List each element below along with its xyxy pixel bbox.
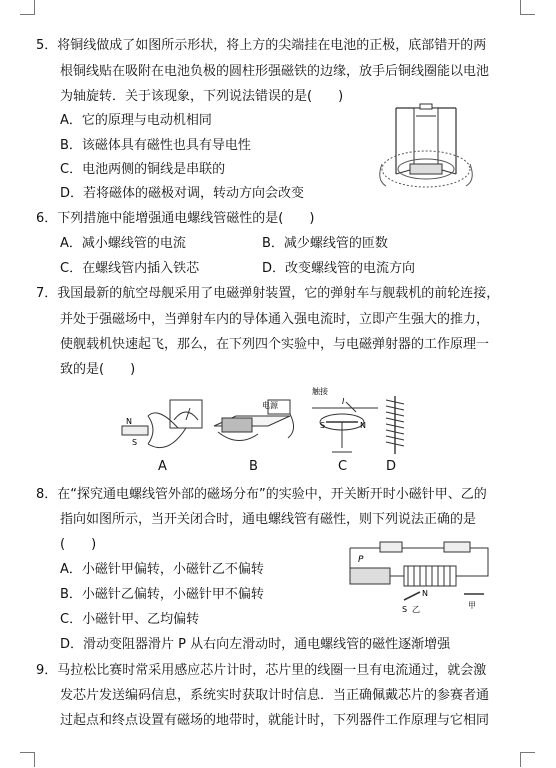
q7-label-d: D xyxy=(386,459,397,474)
crop-mark-top-right xyxy=(520,0,535,15)
crop-mark-bottom-left xyxy=(20,752,35,767)
q7-label-a: A xyxy=(158,459,167,474)
q8-figure-solenoid-circuit xyxy=(344,538,494,616)
q9-stem-line-1: 9．马拉松比赛时常采用感应芯片计时，芯片里的线圈一旦有电流通过，就会激 xyxy=(36,663,487,678)
q6-option-b: B．减少螺线管的匝数 xyxy=(262,236,388,251)
q7-figure-d xyxy=(380,392,410,458)
q8-option-b: B．小磁针乙偏转，小磁针甲不偏转 xyxy=(60,587,264,602)
q8-stem-line-1: 8．在“探究通电螺线管外部的磁场分布”的实验中，开关断开时小磁针甲、乙的 xyxy=(36,487,487,502)
q7-c-current-label: I xyxy=(342,397,345,406)
q8-option-d: D．滑动变阻器滑片 P 从右向左滑动时，通电螺线管的磁性逐渐增强 xyxy=(60,637,451,652)
q7-stem-line-1: 7．我国最新的航空母舰采用了电磁弹射装置，它的弹射车与舰载机的前轮连接， xyxy=(36,286,500,301)
q8-stem-line-2: 指向如图所示，当开关闭合时，通电螺线管有磁性，则下列说法正确的是 xyxy=(60,512,477,527)
q5-option-d: D．若将磁体的磁极对调，转动方向会改变 xyxy=(60,186,305,201)
q8-needle-yi-label: 乙 xyxy=(412,605,420,614)
q9-stem-line-3: 过起点和终点设置有磁场的地带时，就能计时，下列器件工作原理与它相同 xyxy=(60,713,490,728)
q7-a-pole-s: S xyxy=(132,438,138,447)
q7-stem-line-2: 并处于强磁场中，当弹射车内的导体通入强电流时，立即产生强大的推力， xyxy=(60,312,490,327)
q7-label-c: C xyxy=(338,459,348,474)
q8-option-a: A．小磁针甲偏转，小磁针乙不偏转 xyxy=(60,562,264,577)
q8-needle-yi-s: S xyxy=(402,605,408,614)
q5-stem-line-3: 为轴旋转．关于该现象，下列说法错误的是( ) xyxy=(60,89,344,104)
q9-stem-line-2: 发芯片发送编码信息，系统实时获取计时信息．当正确佩戴芯片的参赛者通 xyxy=(60,688,490,703)
q7-stem-line-3: 使舰载机快速起飞，那么，在下列四个实验中，与电磁弹射器的工作原理一 xyxy=(60,337,490,352)
q7-b-source-label: 电源 xyxy=(262,401,278,410)
q5-option-c: C．电池两侧的铜线是串联的 xyxy=(60,162,226,177)
q6-option-d: D．改变螺线管的电流方向 xyxy=(262,261,416,276)
q8-needle-yi-n: N xyxy=(422,589,428,598)
q7-figure-b xyxy=(208,396,302,458)
q8-stem-line-3: ( ) xyxy=(60,537,97,552)
q5-option-a: A．它的原理与电动机相同 xyxy=(60,113,212,128)
q5-figure-battery-copper-wire xyxy=(376,104,480,190)
q6-option-a: A．减小螺线管的电流 xyxy=(60,236,186,251)
crop-mark-top-left xyxy=(20,0,35,15)
q7-figure-c xyxy=(306,384,384,458)
q5-stem-line-2: 根铜线贴在吸附在电池负极的圆柱形强磁铁的边缘，放手后铜线圈能以电池 xyxy=(60,64,490,79)
crop-mark-bottom-right xyxy=(520,752,535,767)
q7-figure-a xyxy=(118,396,210,458)
q7-c-pole-s: S xyxy=(320,421,326,430)
q8-needle-jia-label: 甲 xyxy=(468,601,476,610)
q5-stem-line-1: 5．将铜线做成了如图所示形状，将上方的尖端挂在电池的正极，底部错开的两 xyxy=(36,38,487,53)
q7-stem-line-4: 致的是( ) xyxy=(60,362,136,377)
q6-option-c: C．在螺线管内插入铁芯 xyxy=(60,261,200,276)
q5-option-b: B．该磁体具有磁性也具有导电性 xyxy=(60,138,251,153)
q7-a-pole-n: N xyxy=(126,417,132,426)
q8-option-c: C．小磁针甲、乙均偏转 xyxy=(60,612,200,627)
q8-slider-p-label: P xyxy=(358,555,364,565)
q7-c-switch-label: 触接 xyxy=(312,387,328,396)
q7-c-pole-n: N xyxy=(360,421,366,430)
q6-stem: 6．下列措施中能增强通电螺线管磁性的是( ) xyxy=(36,211,315,226)
q7-label-b: B xyxy=(249,459,258,474)
